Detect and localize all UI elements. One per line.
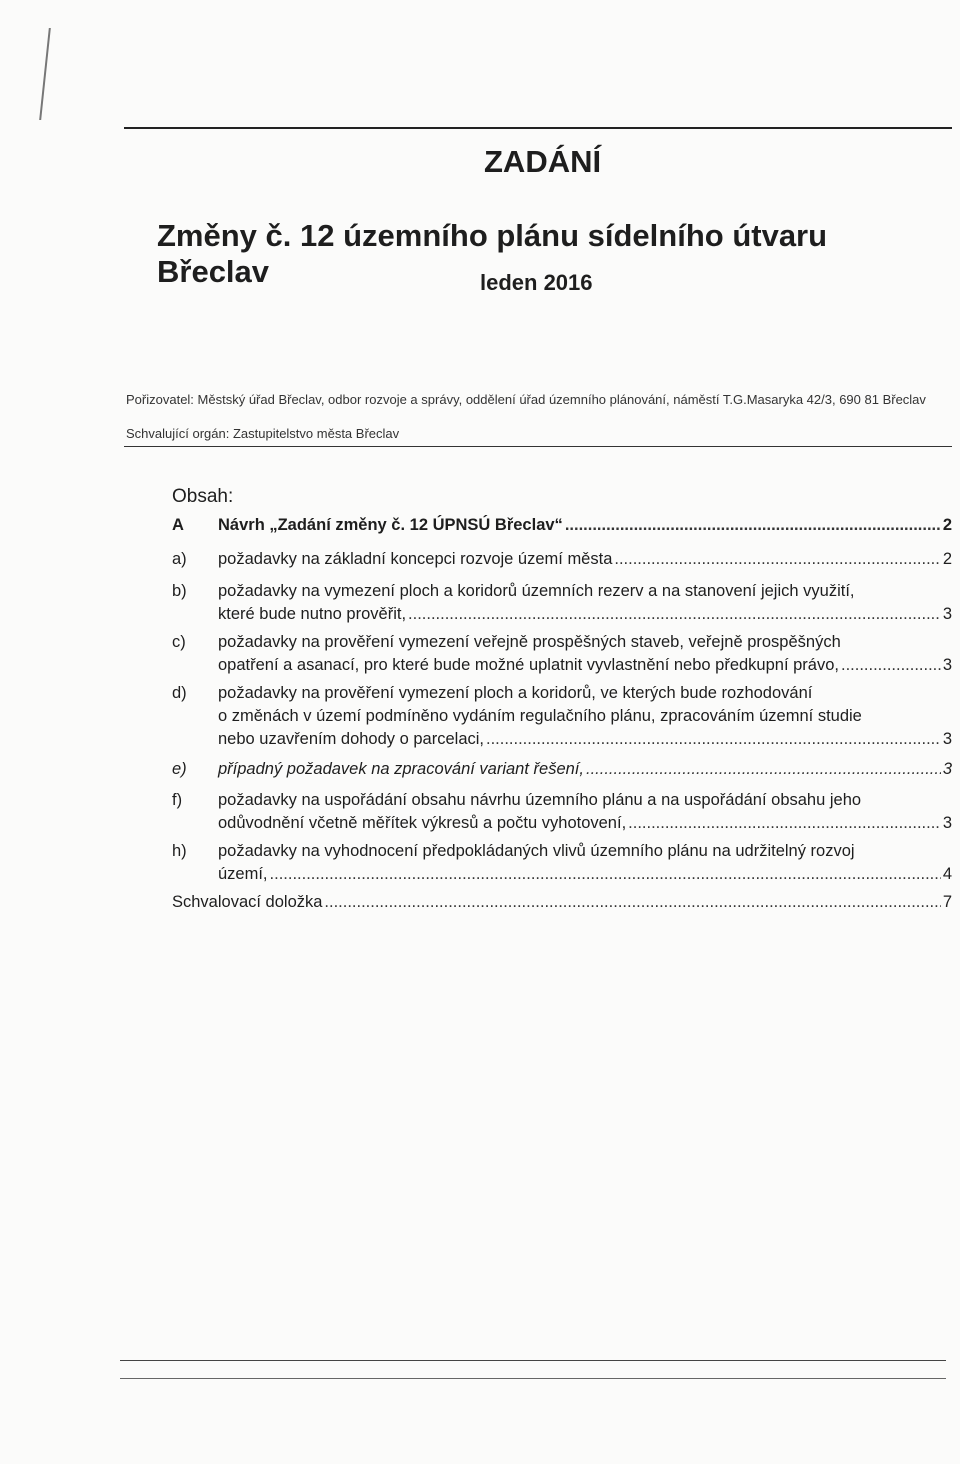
toc-entry-text: území,	[218, 865, 268, 883]
toc-page-number: 2	[942, 550, 952, 568]
toc-letter: A	[172, 516, 184, 534]
toc-entry-d	[172, 682, 952, 751]
toc-entry-text: požadavky na základní koncepci rozvoje území města	[218, 550, 613, 568]
info-rule	[124, 446, 952, 447]
toc-page-number: 3	[942, 730, 952, 748]
toc-letter: a)	[172, 550, 187, 568]
toc-entry-e	[172, 758, 952, 781]
toc-entry-line: požadavky na uspořádání obsahu návrhu územního plánu a na uspořádání obsahu jeho	[218, 791, 862, 809]
document-title: ZADÁNÍ	[484, 144, 602, 179]
toc-entry-text: případný požadavek na zpracování variant řešení,	[218, 760, 584, 778]
toc-entry-a-main	[172, 514, 952, 537]
toc-entry-line: požadavky na vyhodnocení předpokládaných vlivů územního plánu na udržitelný rozvoj	[218, 842, 855, 860]
toc-entry-line: požadavky na prověření vymezení veřejně prospěšných staveb, veřejně prospěšných	[218, 633, 841, 651]
toc-letter: b)	[172, 582, 187, 600]
toc-heading: Obsah:	[172, 486, 234, 507]
document-date: leden 2016	[480, 270, 593, 295]
toc-page-number: 3	[942, 814, 952, 832]
toc-entry-a	[172, 548, 952, 571]
toc-entry-text: Schvalovací doložka	[172, 893, 323, 911]
toc-entry-line: požadavky na vymezení ploch a koridorů územních rezerv a na stanovení jejich využití,	[218, 582, 855, 600]
footer-rule	[120, 1360, 946, 1361]
schvalujici-line: Schvalující orgán: Zastupitelstvo města Břeclav	[126, 426, 400, 441]
toc-letter: c)	[172, 633, 186, 651]
toc-page-number: 2	[942, 516, 952, 534]
toc-letter: h)	[172, 842, 187, 860]
header-rule	[124, 127, 952, 129]
toc-entry-line: o změnách v území podmíněno vydáním regulačního plánu, zpracováním územní studie	[218, 707, 862, 725]
margin-pen-mark	[39, 28, 51, 120]
toc-entry-text: opatření a asanací, pro které bude možné uplatnit vyvlastnění nebo předkupní právo,	[218, 656, 839, 674]
porizovatel-line: Pořizovatel: Městský úřad Břeclav, odbor rozvoje a správy, oddělení úřad územního plánování, náměstí T.G.Masaryka 42/3, 690 81 Břeclav	[126, 392, 926, 407]
document-subtitle: Změny č. 12 územního plánu sídelního útvaru Břeclav	[157, 218, 828, 289]
toc-letter: d)	[172, 684, 187, 702]
toc-entry-text: nebo uzavřením dohody o parcelaci,	[218, 730, 484, 748]
toc-entry-text: Návrh „Zadání změny č. 12 ÚPNSÚ Břeclav“	[218, 516, 563, 534]
toc-page-number: 7	[942, 893, 952, 911]
toc-page-number: 3	[942, 605, 952, 623]
toc-entry-text: odůvodnění včetně měřítek výkresů a počtu vyhotovení,	[218, 814, 627, 832]
toc-entry-schvalovaci	[172, 891, 952, 914]
toc-letter: e)	[172, 760, 187, 778]
toc-entry-h	[172, 840, 952, 886]
toc-entry-text: které bude nutno prověřit,	[218, 605, 407, 623]
toc-page-number: 3	[942, 760, 952, 778]
toc-page-number: 4	[942, 865, 952, 883]
footer-rule-2	[120, 1378, 946, 1379]
toc-entry-line: požadavky na prověření vymezení ploch a koridorů, ve kterých bude rozhodování	[218, 684, 813, 702]
toc-entry-c	[172, 631, 952, 677]
toc-letter: f)	[172, 791, 183, 809]
toc-page-number: 3	[942, 656, 952, 674]
toc-entry-b	[172, 580, 952, 626]
toc-entry-f	[172, 789, 952, 835]
